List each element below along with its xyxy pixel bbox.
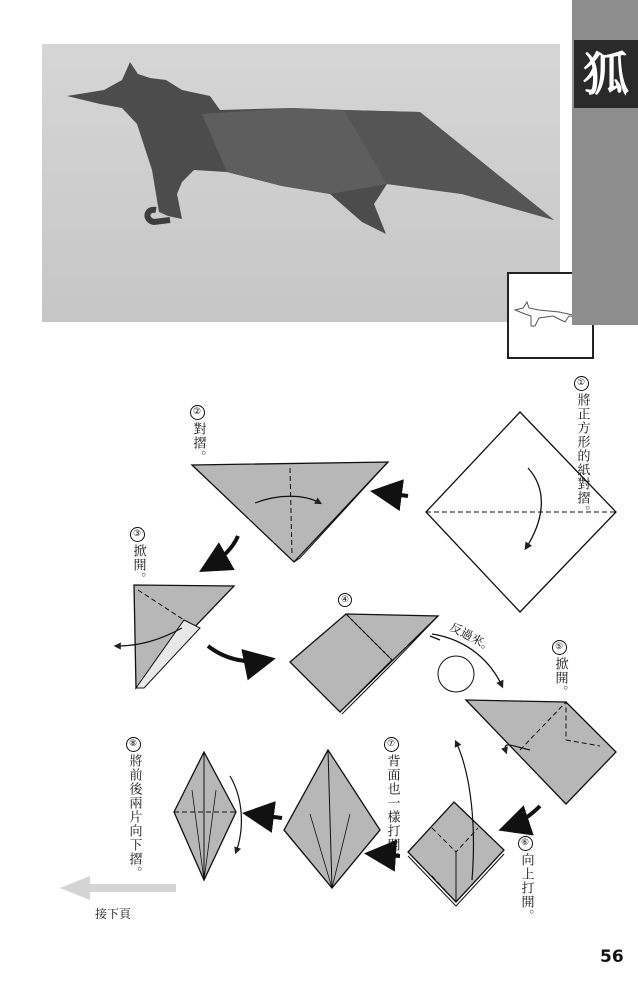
next-page-label: 接下頁 (95, 907, 132, 921)
arrow-2-3 (206, 536, 238, 568)
step1-text: ①將正方形的紙對摺。 (574, 378, 590, 519)
step7-text: ⑦背面也一樣打開。 (384, 739, 400, 866)
flip-label: 反過來。 (447, 619, 497, 655)
step6-text: ⑥向上打開。 (518, 838, 534, 923)
step2-triangle (192, 462, 388, 562)
arrow-3-4 (208, 646, 268, 661)
step5-number: ⑤ (552, 640, 567, 655)
step3-text: ③掀開。 (130, 529, 146, 586)
step3-fold (116, 585, 234, 688)
step4-number: ④ (338, 593, 352, 607)
step7-fold (284, 750, 380, 888)
next-page-arrow (60, 876, 176, 900)
step2-number: ② (190, 405, 205, 420)
step7-number: ⑦ (384, 737, 399, 752)
step5-text: ⑤掀開。 (552, 642, 568, 699)
step8-number: ⑧ (126, 737, 141, 752)
step8-text: ⑧將前後兩片向下摺。 (126, 739, 142, 880)
step6-number: ⑥ (518, 836, 533, 851)
page-number: 56 (600, 947, 624, 967)
arrow-1-2 (378, 492, 408, 496)
step8-fold (174, 752, 241, 880)
step4-fold (290, 614, 438, 714)
step1-number: ① (574, 376, 589, 391)
arrow-7-8 (250, 814, 282, 818)
step5-fold (466, 700, 616, 804)
step3-number: ③ (130, 527, 145, 542)
step6-fold (408, 742, 504, 906)
step2-text: ②對摺。 (190, 407, 206, 464)
arrow-5-6 (506, 806, 540, 828)
page-title: 狐 (583, 47, 629, 101)
